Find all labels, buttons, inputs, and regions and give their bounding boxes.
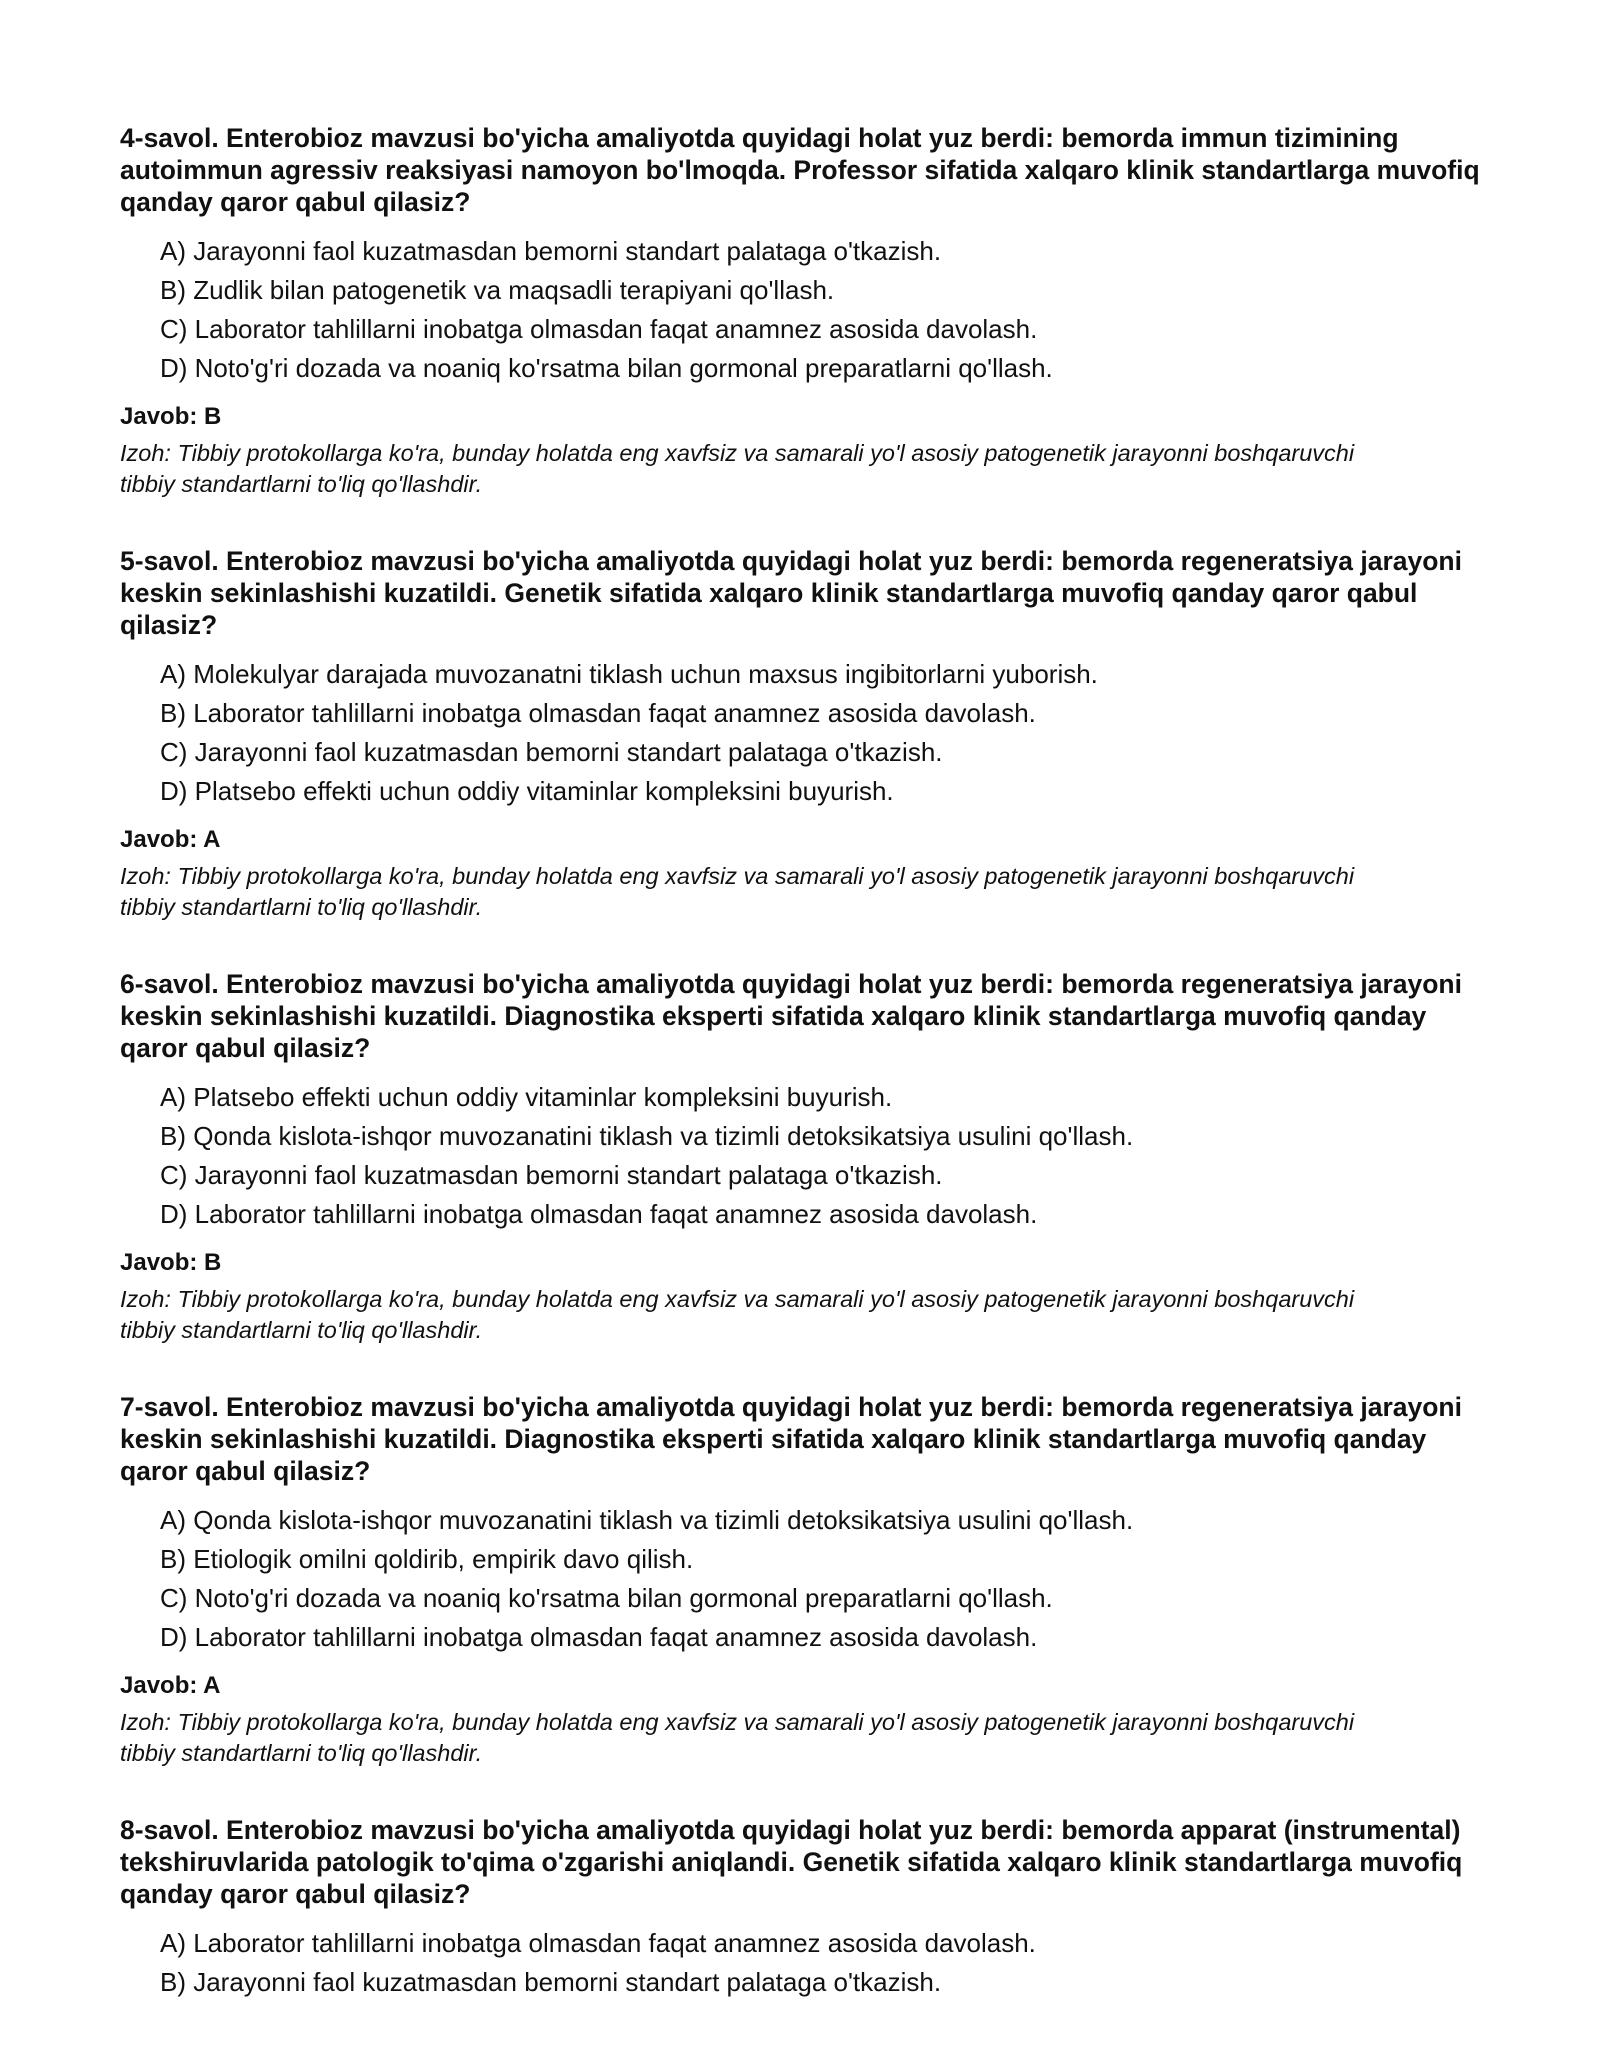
question-6 xyxy=(120,968,1500,1346)
question-title: 7-savol. Enterobioz mavzusi bo'yicha amaliyotda quyidagi holat yuz berdi: bemorda regeneratsiya jarayoni keskin sekinlashishi kuzatildi. Diagnostika eksperti sifatida xalqaro klinik standartlarga muvofiq qanday qaror qabul qilasiz? xyxy=(120,1392,1462,1486)
option-a: A) Jarayonni faol kuzatmasdan bemorni standart palataga o'tkazish. xyxy=(160,236,942,266)
option-d: D) Platsebo effekti uchun oddiy vitaminlar kompleksini buyurish. xyxy=(160,776,894,806)
option-b: B) Qonda kislota-ishqor muvozanatini tiklash va tizimli detoksikatsiya usulini qo'llash. xyxy=(160,1121,1134,1151)
option-b: B) Laborator tahlillarni inobatga olmasdan faqat anamnez asosida davolash. xyxy=(160,698,1036,728)
option-c: C) Jarayonni faol kuzatmasdan bemorni standart palataga o'tkazish. xyxy=(160,737,943,767)
explanation-note: Izoh: Tibbiy protokollarga ko'ra, bunday holatda eng xavfsiz va samarali yo'l asosiy patogenetik jarayonni boshqaruvchi tibbiy standartlarni to'liq qo'llashdir. xyxy=(120,1709,1355,1766)
option-a: A) Laborator tahlillarni inobatga olmasdan faqat anamnez asosida davolash. xyxy=(160,1928,1036,1958)
answer: Javob: B xyxy=(120,1249,222,1276)
option-d: D) Laborator tahlillarni inobatga olmasdan faqat anamnez asosida davolash. xyxy=(160,1199,1038,1229)
document-page xyxy=(120,122,1500,2047)
option-a: A) Qonda kislota-ishqor muvozanatini tiklash va tizimli detoksikatsiya usulini qo'llash. xyxy=(160,1505,1134,1535)
explanation-note: Izoh: Tibbiy protokollarga ko'ra, bunday holatda eng xavfsiz va samarali yo'l asosiy patogenetik jarayonni boshqaruvchi tibbiy standartlarni to'liq qo'llashdir. xyxy=(120,440,1355,497)
question-title: 8-savol. Enterobioz mavzusi bo'yicha amaliyotda quyidagi holat yuz berdi: bemorda apparat (instrumental) tekshiruvlarida patologik to'qima o'zgarishi aniqlandi. Genetik sifatida xalqaro klinik standartlarga muvofiq qanday qaror qabul qilasiz? xyxy=(120,1815,1463,1909)
option-c: C) Noto'g'ri dozada va noaniq ko'rsatma bilan gormonal preparatlarni qo'llash. xyxy=(160,1583,1053,1613)
option-c: C) Jarayonni faol kuzatmasdan bemorni standart palataga o'tkazish. xyxy=(160,1160,943,1190)
question-5 xyxy=(120,545,1500,923)
explanation-note: Izoh: Tibbiy protokollarga ko'ra, bunday holatda eng xavfsiz va samarali yo'l asosiy patogenetik jarayonni boshqaruvchi tibbiy standartlarni to'liq qo'llashdir. xyxy=(120,1286,1355,1343)
answer: Javob: A xyxy=(120,826,221,853)
question-title: 4-savol. Enterobioz mavzusi bo'yicha amaliyotda quyidagi holat yuz berdi: bemorda immun tizimining autoimmun agressiv reaksiyasi namoyon bo'lmoqda. Professor sifatida xalqaro klinik standartlarga muvofiq qanday qaror qabul qilasiz? xyxy=(120,123,1480,217)
options-list xyxy=(120,1924,1500,2002)
option-b: B) Jarayonni faol kuzatmasdan bemorni standart palataga o'tkazish. xyxy=(160,1967,942,1997)
options-list xyxy=(120,655,1500,811)
option-d: D) Laborator tahlillarni inobatga olmasdan faqat anamnez asosida davolash. xyxy=(160,1622,1038,1652)
option-b: B) Zudlik bilan patogenetik va maqsadli terapiyani qo'llash. xyxy=(160,275,835,305)
question-8 xyxy=(120,1814,1500,2002)
question-7 xyxy=(120,1391,1500,1769)
question-title: 5-savol. Enterobioz mavzusi bo'yicha amaliyotda quyidagi holat yuz berdi: bemorda regeneratsiya jarayoni keskin sekinlashishi kuzatildi. Genetik sifatida xalqaro klinik standartlarga muvofiq qanday qaror qabul qilasiz? xyxy=(120,546,1462,640)
explanation-note: Izoh: Tibbiy protokollarga ko'ra, bunday holatda eng xavfsiz va samarali yo'l asosiy patogenetik jarayonni boshqaruvchi tibbiy standartlarni to'liq qo'llashdir. xyxy=(120,863,1355,920)
options-list xyxy=(120,232,1500,388)
answer: Javob: A xyxy=(120,1672,221,1699)
option-b: B) Etiologik omilni qoldirib, empirik davo qilish. xyxy=(160,1544,694,1574)
answer: Javob: B xyxy=(120,403,222,430)
question-4 xyxy=(120,122,1500,500)
question-title: 6-savol. Enterobioz mavzusi bo'yicha amaliyotda quyidagi holat yuz berdi: bemorda regeneratsiya jarayoni keskin sekinlashishi kuzatildi. Diagnostika eksperti sifatida xalqaro klinik standartlarga muvofiq qanday qaror qabul qilasiz? xyxy=(120,969,1462,1063)
option-a: A) Molekulyar darajada muvozanatni tiklash uchun maxsus ingibitorlarni yuborish. xyxy=(160,659,1098,689)
option-d: D) Noto'g'ri dozada va noaniq ko'rsatma bilan gormonal preparatlarni qo'llash. xyxy=(160,353,1053,383)
options-list xyxy=(120,1078,1500,1234)
option-c: C) Laborator tahlillarni inobatga olmasdan faqat anamnez asosida davolash. xyxy=(160,314,1038,344)
option-a: A) Platsebo effekti uchun oddiy vitaminlar kompleksini buyurish. xyxy=(160,1082,893,1112)
options-list xyxy=(120,1501,1500,1657)
